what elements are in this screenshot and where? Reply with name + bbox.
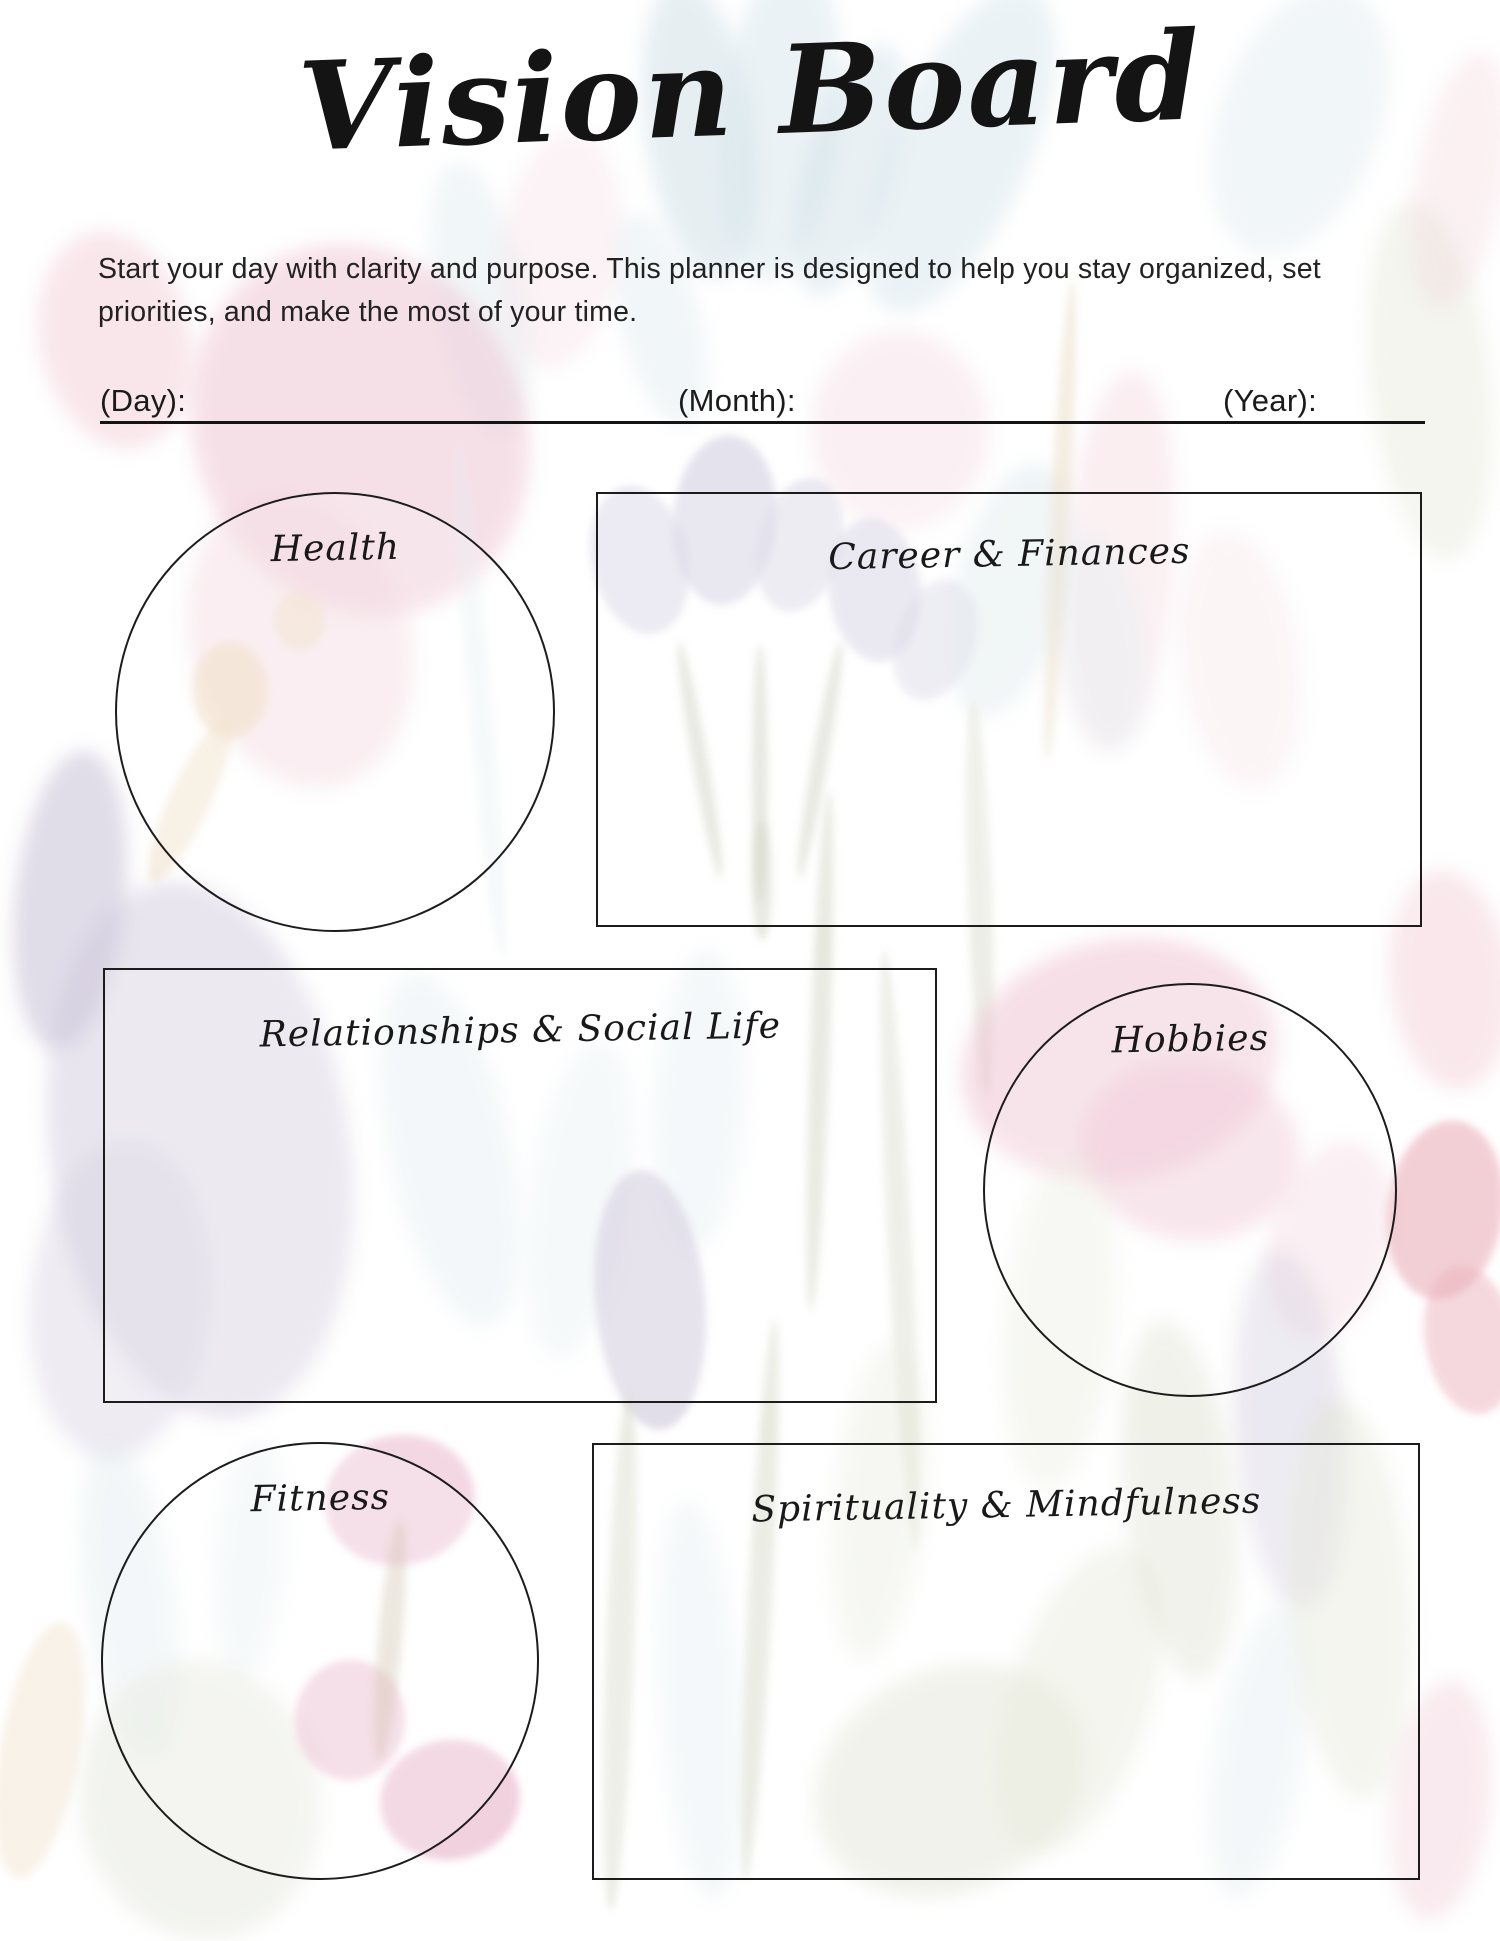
section-relationships-social-life-label: Relationships & Social Life [259,1005,782,1056]
section-fitness[interactable] [101,1442,539,1880]
day-label: (Day): [100,383,187,418]
section-fitness-label: Fitness [250,1476,391,1521]
section-hobbies[interactable] [983,983,1397,1397]
section-hobbies-label: Hobbies [1111,1017,1270,1062]
section-career-finances[interactable] [596,492,1422,927]
month-label: (Month): [678,383,796,418]
year-label: (Year): [1223,383,1317,418]
page-title: Vision Board [295,3,1205,179]
section-health[interactable] [115,492,555,932]
date-underline[interactable] [100,421,1425,424]
section-spirituality-mindfulness-label: Spirituality & Mindfulness [751,1480,1262,1531]
section-relationships-social-life[interactable] [103,968,937,1403]
section-career-finances-label: Career & Finances [827,530,1191,579]
section-health-label: Health [270,526,401,571]
section-spirituality-mindfulness[interactable] [592,1443,1420,1880]
intro-text: Start your day with clarity and purpose. This planner is designed to help you stay organized, set priorities, and make the most of your time. [98,253,1321,329]
